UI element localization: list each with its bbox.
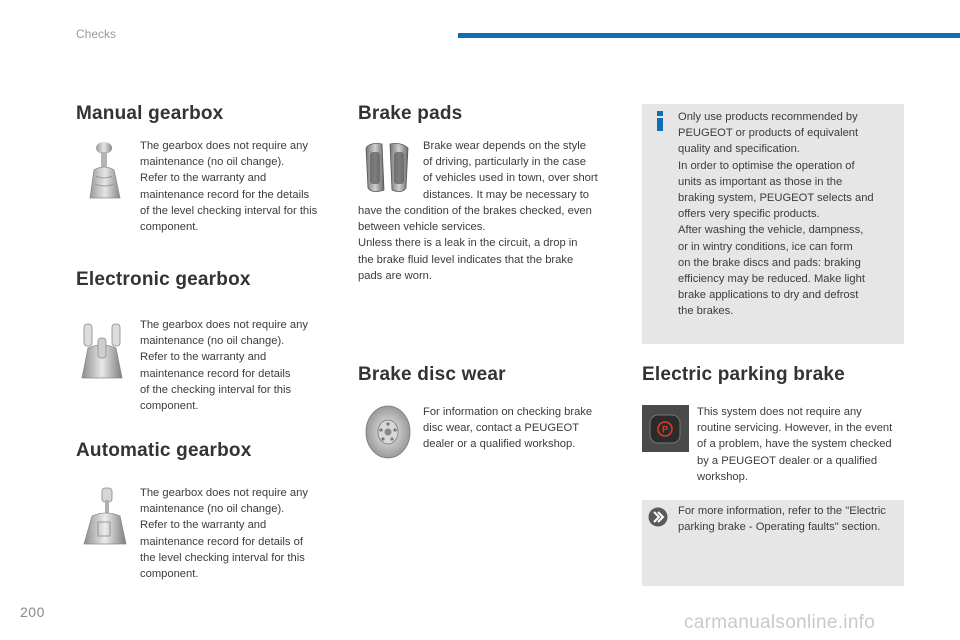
brake-pads-icon bbox=[362, 140, 414, 196]
manual-gearbox-text: The gearbox does not require any maintenance (no oil change). Refer to the warranty and maintenance record for the details of the level checking interval for this component. bbox=[140, 140, 318, 234]
info-icon bbox=[653, 110, 667, 132]
header-accent-bar bbox=[458, 33, 960, 38]
electronic-gear-selector-icon bbox=[78, 320, 126, 380]
see-also-note-text: For more information, refer to the "Electric parking brake - Operating faults" section. bbox=[678, 505, 886, 534]
automatic-gear-selector-icon bbox=[80, 486, 128, 546]
watermark: carmanualsonline.info bbox=[684, 612, 876, 633]
see-also-icon bbox=[648, 507, 668, 527]
electronic-gearbox-text: The gearbox does not require any maintenance (no oil change). Refer to the warranty and maintenance record for details of the checking interval for this component. bbox=[140, 319, 308, 413]
brake-disc-wear-text: For information on checking brake disc wear, contact a PEUGEOT dealer or a qualified workshop. bbox=[423, 406, 593, 451]
page-number: 200 bbox=[20, 604, 45, 620]
manual-gearbox-title: Manual gearbox bbox=[76, 103, 224, 124]
automatic-gearbox-title: Automatic gearbox bbox=[76, 440, 252, 461]
electronic-gearbox-title: Electronic gearbox bbox=[76, 269, 251, 290]
brake-pads-title: Brake pads bbox=[358, 103, 463, 124]
info-note-text: Only use products recommended by PEUGEOT or products of equivalent quality and specification. In order to optimise the operation of units as important as those in the braking system, PEUGEOT selects and offers very specific products. After washing the vehicle, dampness, or in wintry conditions, ice can form on the brake discs and pads: braking efficiency may be reduced. Make light brake applications to dry and defrost the brakes. bbox=[678, 111, 874, 318]
electric-parking-brake-text: This system does not require any routine servicing. However, in the event of a problem, have the system checked by a PEUGEOT dealer or a qualified workshop. bbox=[697, 406, 893, 483]
parking-brake-switch-icon bbox=[642, 405, 689, 452]
svg-text:P: P bbox=[661, 424, 669, 435]
brake-pads-text: have the condition of the brakes checked, even between vehicle services. Unless there is a leak in the circuit, a drop in the brake fluid level indicates that the brake pads are worn. bbox=[358, 205, 592, 282]
electric-parking-brake-title: Electric parking brake bbox=[642, 364, 845, 385]
automatic-gearbox-text: The gearbox does not require any maintenance (no oil change). Refer to the warranty and maintenance record for details of the level checking interval for this component. bbox=[140, 487, 308, 581]
manual-gear-lever-icon bbox=[80, 140, 128, 200]
brake-pads-text-indented: Brake wear depends on the style of driving, particularly in the case of vehicles used in town, over short distances. It may be necessary to bbox=[423, 140, 598, 201]
section-label: Checks bbox=[76, 27, 117, 41]
brake-disc-icon bbox=[362, 404, 414, 460]
brake-disc-wear-title: Brake disc wear bbox=[358, 364, 506, 385]
